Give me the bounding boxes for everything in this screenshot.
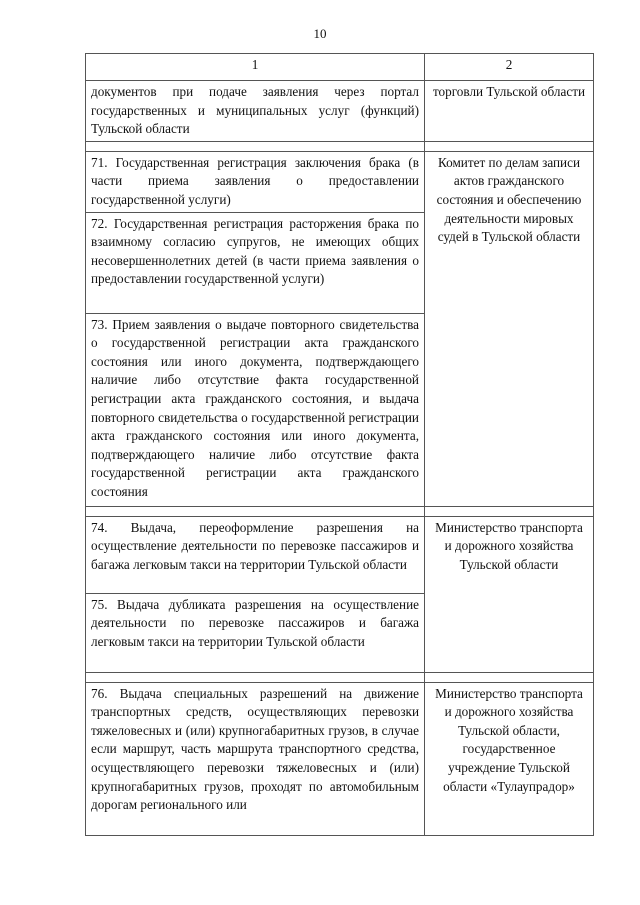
column-header-2: 2 — [425, 54, 594, 81]
table-row — [86, 81, 594, 142]
row-gap — [86, 672, 594, 682]
service-cell: документов при подаче заявления через портал государственных и муниципальных услуг (функций) Тульской области — [86, 81, 425, 142]
agency-cell: Министерство транспорта и дорожного хозяйства Тульской области — [425, 516, 594, 672]
service-cell: 73. Прием заявления о выдаче повторного свидетельства о государственной регистрации акта гражданского состояния или иного документа, подтверждающего наличие либо отсутствие факта государственной регистрации акта гражданского состояния, и выдача повторного свидетельства о государственной регистрации акта гражданского состояния или иного документа, подтверждающего наличие либо отсутствие факта государственной регистрации акта гражданского состояния — [86, 313, 425, 506]
table-header-row — [86, 54, 594, 81]
service-cell: 72. Государственная регистрация расторжения брака по взаимному согласию супругов, не имеющих общих несовершеннолетних детей (в части приема заявления о предоставлении государственной услуги) — [86, 212, 425, 313]
row-gap-cell — [425, 141, 594, 151]
row-gap-cell — [425, 672, 594, 682]
table-row — [86, 682, 594, 835]
row-gap-cell — [86, 141, 425, 151]
service-cell: 74. Выдача, переоформление разрешения на осуществление деятельности по перевозке пассажиров и багажа легковым такси на территории Тульской области — [86, 516, 425, 593]
row-gap — [86, 141, 594, 151]
page-number: 10 — [313, 26, 327, 41]
services-table — [85, 53, 594, 836]
service-cell: 75. Выдача дубликата разрешения на осуществление деятельности по перевозке пассажиров и багажа легковым такси на территории Тульской области — [86, 593, 425, 672]
row-gap-cell — [425, 506, 594, 516]
row-gap-cell — [86, 506, 425, 516]
agency-cell: Министерство транспорта и дорожного хозяйства Тульской области, государственное учреждение Тульской области «Тулаупрадор» — [425, 682, 594, 835]
agency-cell: Комитет по делам записи актов гражданского состояния и обеспечению деятельности мировых судей в Тульской области — [425, 151, 594, 506]
table-row — [86, 151, 594, 212]
service-cell: 76. Выдача специальных разрешений на движение транспортных средств, осуществляющих перевозки тяжеловесных и (или) крупногабаритных грузов, в случае если маршрут, часть маршрута транспортного средства, осуществляющего перевозки тяжеловесных и (или) крупногабаритных грузов, проходят по автомобильным дорогам регионального или — [86, 682, 425, 835]
row-gap — [86, 506, 594, 516]
agency-cell: торговли Тульской области — [425, 81, 594, 142]
table-row — [86, 516, 594, 593]
service-cell: 71. Государственная регистрация заключения брака (в части приема заявления о предоставлении государственной услуги) — [86, 151, 425, 212]
row-gap-cell — [86, 672, 425, 682]
column-header-1: 1 — [86, 54, 425, 81]
